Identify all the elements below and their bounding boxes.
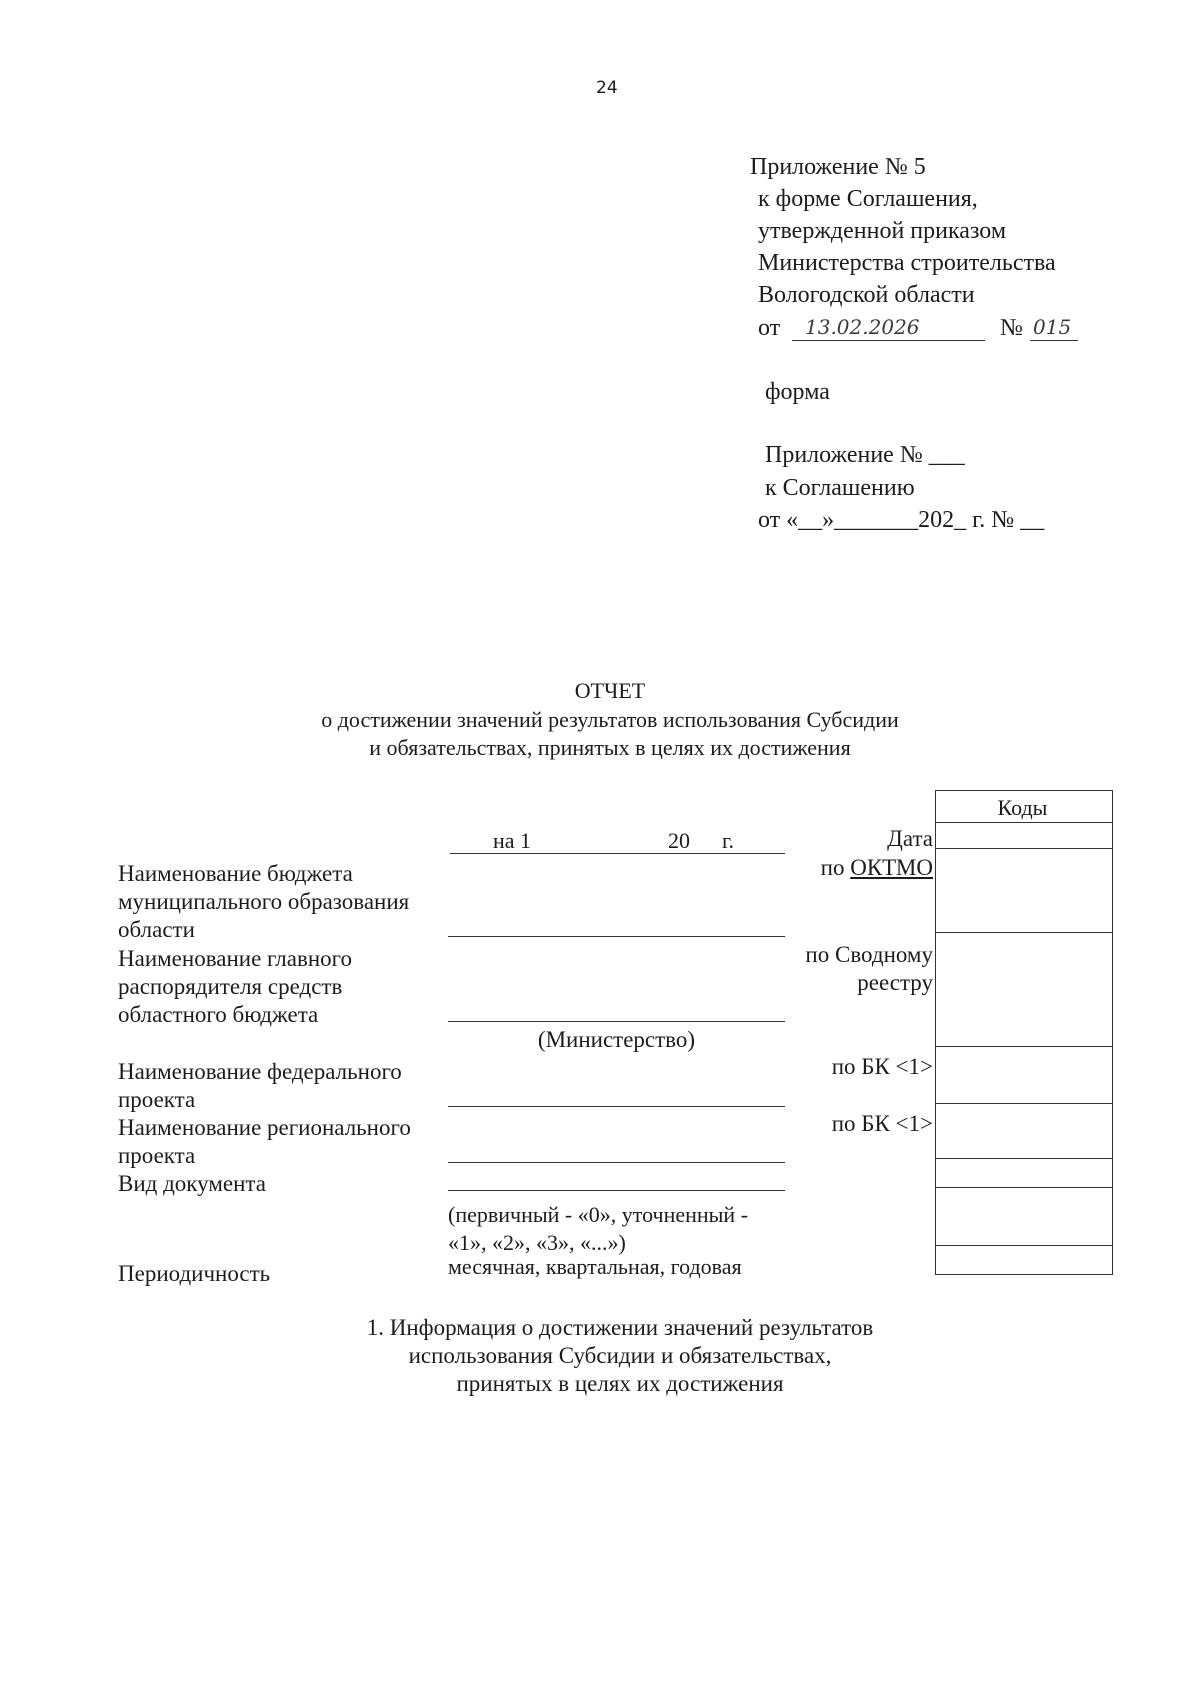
agreement-appendix-line-3: от «__»_______202_ г. № __ <box>758 507 1045 533</box>
section1-line-3: принятых в целях их достижения <box>456 1371 784 1396</box>
codes-row-line <box>935 1245 1113 1246</box>
codes-row-line <box>935 1187 1113 1188</box>
section1-line-1: 1. Информация о достижении значений результатов <box>366 1315 874 1340</box>
codes-right-border <box>1112 790 1113 1275</box>
appendix-line-5: Вологодской области <box>758 282 975 308</box>
report-subtitle-1: о достижении значений результатов использования Субсидии <box>321 707 899 732</box>
page-number: 24 <box>596 78 618 98</box>
codes-row-line <box>935 1103 1113 1104</box>
appendix-date-prefix: от <box>758 315 781 341</box>
manager-field-line <box>448 1021 785 1022</box>
label-budget-1: Наименование бюджета <box>118 861 353 886</box>
appendix-num-handwritten: 015 <box>1033 315 1072 339</box>
appendix-line-2: к форме Соглашения, <box>758 186 978 212</box>
label-bk-1: по БК <1> <box>831 1054 933 1079</box>
label-date: Дата <box>887 826 933 851</box>
label-budget-2: муниципального образования <box>118 889 410 914</box>
label-federal-1: Наименование федерального <box>118 1059 402 1084</box>
report-subtitle-2: и обязательствах, принятых в целях их достижения <box>369 735 851 760</box>
ministry-note: (Министерство) <box>537 1027 696 1052</box>
form-label: форма <box>765 379 830 405</box>
label-periodicity: Периодичность <box>118 1261 271 1286</box>
label-regional-2: проекта <box>118 1143 196 1168</box>
label-bk-2: по БК <1> <box>831 1111 933 1136</box>
codes-row-line <box>935 822 1113 823</box>
appendix-line-1: Приложение № 5 <box>750 154 926 180</box>
label-manager-3: областного бюджета <box>118 1002 319 1027</box>
codes-row-line <box>935 1274 1113 1275</box>
agreement-appendix-line-2: к Соглашению <box>765 475 915 501</box>
label-manager-1: Наименование главного <box>118 946 353 971</box>
doc-type-field-line <box>448 1190 785 1191</box>
date-line-underline <box>450 853 785 854</box>
label-oktmo-prefix: по <box>820 855 845 880</box>
periodicity-value: месячная, квартальная, годовая <box>448 1254 742 1279</box>
date-line-prefix: на 1 <box>493 828 532 853</box>
agreement-appendix-line-1: Приложение № ___ <box>765 442 965 468</box>
label-federal-2: проекта <box>118 1087 196 1112</box>
codes-left-border <box>935 790 936 1275</box>
section1-line-2: использования Субсидии и обязательствах, <box>408 1343 832 1368</box>
appendix-line-4: Министерства строительства <box>758 250 1056 276</box>
codes-row-line <box>935 1046 1113 1047</box>
label-oktmo <box>735 856 933 879</box>
codes-row-line <box>935 790 1113 791</box>
federal-field-line <box>448 1106 785 1107</box>
label-doc-type: Вид документа <box>118 1171 266 1196</box>
appendix-line-3: утвержденной приказом <box>758 218 1007 244</box>
report-title: ОТЧЕТ <box>574 678 646 703</box>
label-registry-1: по Сводному <box>805 942 933 967</box>
label-budget-3: области <box>118 917 195 942</box>
label-manager-2: распорядителя средств <box>118 974 343 999</box>
codes-row-line <box>935 1158 1113 1159</box>
date-line-year: 20 <box>668 828 690 853</box>
codes-row-line <box>935 932 1113 933</box>
appendix-num-underline <box>1030 340 1078 341</box>
doc-type-hint-2: «1», «2», «3», «...») <box>448 1230 626 1255</box>
label-oktmo-code: ОКТМО <box>850 855 933 880</box>
regional-field-line <box>448 1162 785 1163</box>
label-regional-1: Наименование регионального <box>118 1115 411 1140</box>
budget-field-line <box>448 936 785 937</box>
appendix-num-prefix: № <box>1000 315 1023 341</box>
label-registry-2: реестру <box>857 970 933 995</box>
appendix-date-underline <box>792 340 985 341</box>
codes-header: Коды <box>997 795 1048 820</box>
codes-row-line <box>935 848 1113 849</box>
doc-type-hint-1: (первичный - «0», уточненный - <box>448 1202 749 1227</box>
appendix-date-handwritten: 13.02.2026 <box>805 315 920 339</box>
date-line-suffix: г. <box>722 828 735 853</box>
